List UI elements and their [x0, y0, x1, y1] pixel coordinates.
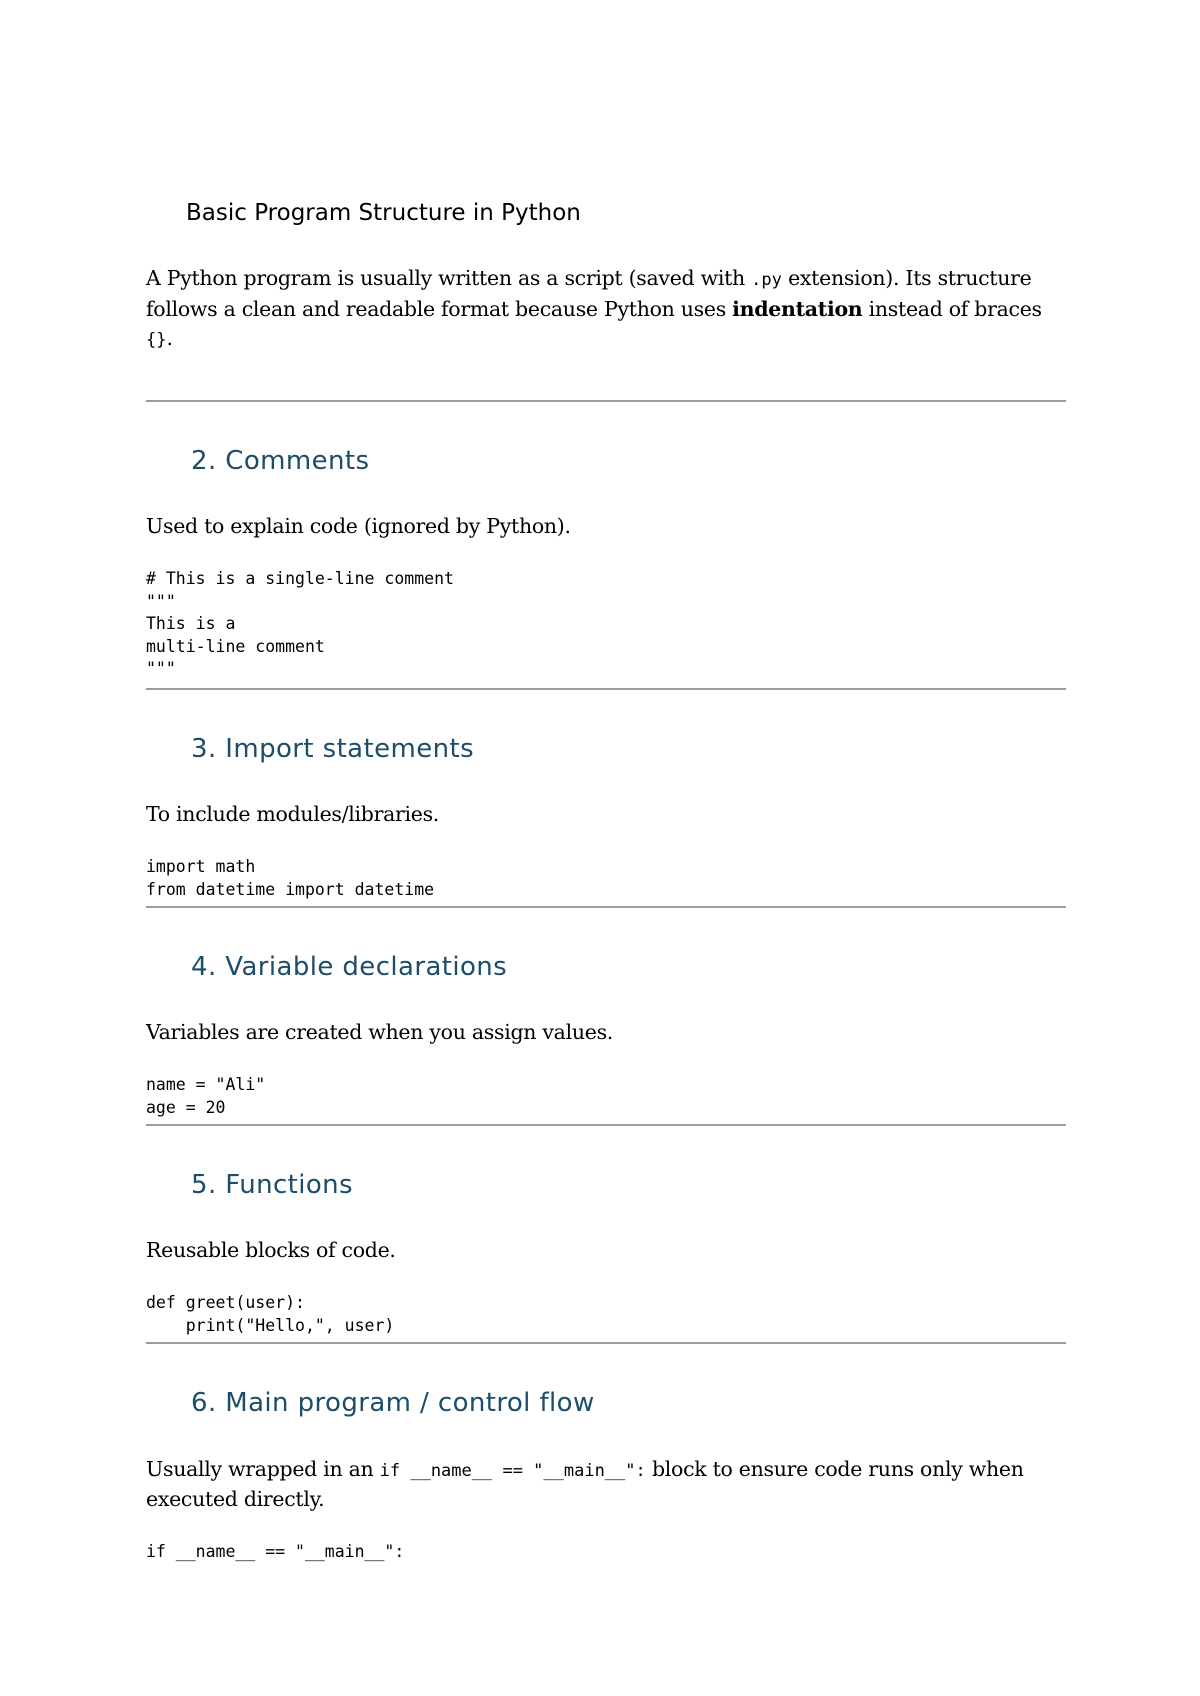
imports-code-block: import math from datetime import datetime [146, 857, 435, 899]
section-divider [146, 1342, 1066, 1344]
heading-comments: 2. Comments [191, 446, 370, 476]
functions-description: Reusable blocks of code. [146, 1238, 396, 1262]
main-description-code: if __name__ == "__main__": [379, 1461, 646, 1481]
heading-variable-declarations: 4. Variable declarations [191, 952, 508, 982]
main-description-text-1: Usually wrapped in an [146, 1457, 380, 1481]
comments-code-block: # This is a single-line comment """ This is a multi-line comment """ [146, 569, 454, 678]
heading-functions: 5. Functions [191, 1170, 354, 1200]
intro-text-3: instead of braces [862, 297, 1042, 321]
variables-description: Variables are created when you assign values. [146, 1020, 614, 1044]
main-code-block: if __name__ == "__main__": [146, 1542, 405, 1561]
functions-code-block: def greet(user): print("Hello,", user) [146, 1293, 395, 1335]
section-divider [146, 1124, 1066, 1126]
intro-text-2: extension). Its structure follows a clean and readable format because Python uses [146, 266, 1032, 321]
intro-paragraph [146, 264, 1066, 355]
intro-text-1: A Python program is usually written as a script (saved with [146, 266, 752, 290]
intro-bold-indentation: indentation [732, 297, 863, 321]
section-divider [146, 906, 1066, 908]
document-title: Basic Program Structure in Python [186, 200, 581, 226]
intro-text-4: . [166, 326, 173, 350]
main-description-text-2: block to ensure code runs only when executed directly. [146, 1457, 1024, 1511]
variables-code-block: name = "Ali" age = 20 [146, 1075, 266, 1117]
intro-code-braces: {} [146, 330, 167, 350]
heading-import-statements: 3. Import statements [191, 734, 475, 764]
heading-main-program: 6. Main program / control flow [191, 1388, 595, 1418]
section-divider [146, 688, 1066, 690]
comments-description: Used to explain code (ignored by Python). [146, 514, 571, 538]
section-divider [146, 400, 1066, 402]
main-description [146, 1455, 1066, 1513]
intro-code-extension: .py [751, 270, 782, 290]
imports-description: To include modules/libraries. [146, 802, 440, 826]
